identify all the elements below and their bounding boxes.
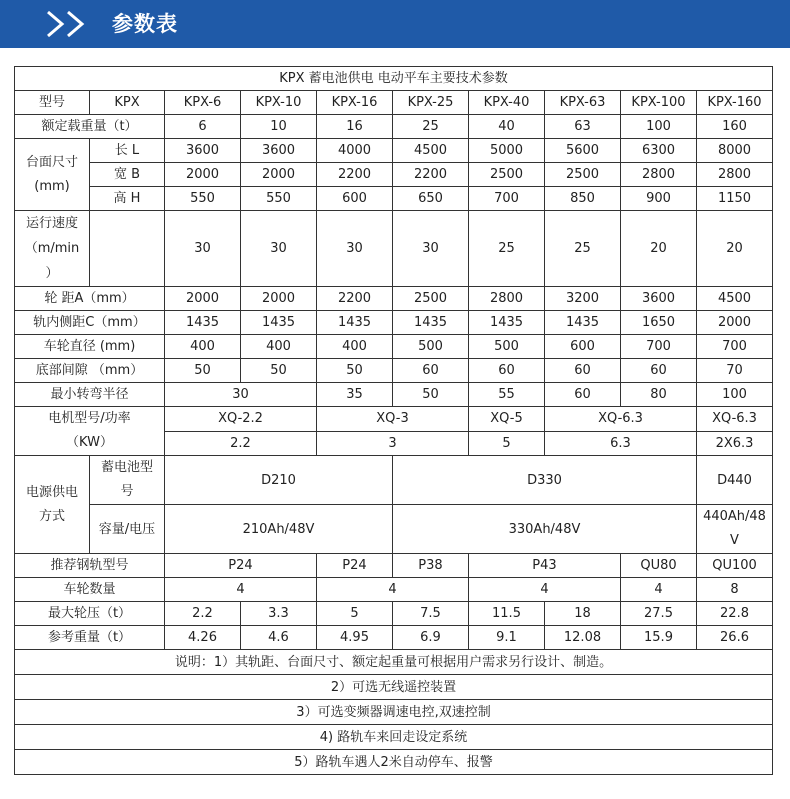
table-cell: 5000 xyxy=(469,139,545,163)
note-row xyxy=(15,650,773,675)
table-cell: 2000 xyxy=(241,163,317,187)
table-cell: XQ-2.2 xyxy=(165,407,317,432)
table-cell: 15.9 xyxy=(621,626,697,650)
row-label: 额定载重量（t） xyxy=(15,115,165,139)
note-row xyxy=(15,725,773,750)
table-cell: D210 xyxy=(165,456,393,505)
table-cell: 60 xyxy=(545,359,621,383)
table-cell: 700 xyxy=(469,187,545,211)
table-cell: 600 xyxy=(545,335,621,359)
table-cell: 2000 xyxy=(241,287,317,311)
table-cell: 35 xyxy=(317,383,393,407)
table-cell: 210Ah/48V xyxy=(165,505,393,554)
spec-table xyxy=(14,66,773,775)
table-cell: P43 xyxy=(469,554,621,578)
table-cell: 2800 xyxy=(469,287,545,311)
table-cell: 2200 xyxy=(317,163,393,187)
table-cell: 550 xyxy=(165,187,241,211)
table-title: KPX 蓄电池供电 电动平车主要技术参数 xyxy=(15,67,773,91)
row-label: 轮 距A（mm） xyxy=(15,287,165,311)
table-cell: 3.3 xyxy=(241,602,317,626)
platform-length-row xyxy=(15,139,773,163)
table-cell: 3600 xyxy=(165,139,241,163)
table-cell: 2.2 xyxy=(165,602,241,626)
table-title-row xyxy=(15,67,773,91)
row-label: 车轮直径 (mm) xyxy=(15,335,165,359)
reference-weight-row xyxy=(15,626,773,650)
table-cell: 600 xyxy=(317,187,393,211)
table-cell: 60 xyxy=(545,383,621,407)
model-cell: KPX-16 xyxy=(317,91,393,115)
rail-row xyxy=(15,554,773,578)
empty-cell xyxy=(90,211,165,287)
table-cell: 60 xyxy=(393,359,469,383)
model-cell: KPX-10 xyxy=(241,91,317,115)
table-cell: 3600 xyxy=(621,287,697,311)
speed-row xyxy=(15,211,773,287)
row-label-motor: 电机型号/功率 （KW） xyxy=(15,407,165,456)
max-wheel-load-row xyxy=(15,602,773,626)
table-cell: 2500 xyxy=(545,163,621,187)
sub-label: 宽 B xyxy=(90,163,165,187)
table-cell: 900 xyxy=(621,187,697,211)
row-label: 推荐钢轨型号 xyxy=(15,554,165,578)
table-cell: 6.3 xyxy=(545,431,697,456)
section-header xyxy=(0,0,790,48)
load-row xyxy=(15,115,773,139)
table-cell: 50 xyxy=(165,359,241,383)
table-cell: 30 xyxy=(241,211,317,287)
table-cell: 1435 xyxy=(241,311,317,335)
table-cell: 550 xyxy=(241,187,317,211)
clearance-row xyxy=(15,359,773,383)
table-cell: 1650 xyxy=(621,311,697,335)
model-cell: KPX-25 xyxy=(393,91,469,115)
table-cell: 400 xyxy=(241,335,317,359)
table-cell: 1435 xyxy=(165,311,241,335)
table-cell: 1435 xyxy=(545,311,621,335)
table-cell: 4000 xyxy=(317,139,393,163)
table-cell: 3200 xyxy=(545,287,621,311)
sub-label: 高 H xyxy=(90,187,165,211)
table-cell: P24 xyxy=(317,554,393,578)
table-cell: 2200 xyxy=(317,287,393,311)
table-cell: 60 xyxy=(469,359,545,383)
note-text: 4) 路轨车来回走设定系统 xyxy=(15,725,773,750)
row-label-power-supply: 电源供电 方式 xyxy=(15,456,90,554)
table-cell: XQ-6.3 xyxy=(545,407,697,432)
table-cell: 7.5 xyxy=(393,602,469,626)
note-text: 3）可选变频器调速电控,双速控制 xyxy=(15,700,773,725)
table-cell: 16 xyxy=(317,115,393,139)
table-cell: 2000 xyxy=(697,311,773,335)
row-label: 型号 xyxy=(15,91,90,115)
row-label: 车轮数量 xyxy=(15,578,165,602)
table-cell: 50 xyxy=(317,359,393,383)
table-cell: 2500 xyxy=(393,287,469,311)
table-cell: 25 xyxy=(469,211,545,287)
table-cell: D440 xyxy=(697,456,773,505)
table-cell: 27.5 xyxy=(621,602,697,626)
table-cell: 5 xyxy=(469,431,545,456)
row-label: 轨内侧距C（mm） xyxy=(15,311,165,335)
table-cell: 1150 xyxy=(697,187,773,211)
table-cell: P24 xyxy=(165,554,317,578)
table-cell: 2000 xyxy=(165,163,241,187)
table-cell: 6300 xyxy=(621,139,697,163)
table-cell: 25 xyxy=(545,211,621,287)
note-text: 2）可选无线遥控装置 xyxy=(15,675,773,700)
table-cell: 1435 xyxy=(469,311,545,335)
row-label: 最大轮压（t） xyxy=(15,602,165,626)
platform-height-row xyxy=(15,187,773,211)
table-cell: 30 xyxy=(165,211,241,287)
wheel-count-row xyxy=(15,578,773,602)
table-cell: 26.6 xyxy=(697,626,773,650)
inner-gauge-row xyxy=(15,311,773,335)
double-chevron-icon xyxy=(40,6,100,42)
table-cell: 30 xyxy=(317,211,393,287)
table-cell: 160 xyxy=(697,115,773,139)
row-label-platform: 台面尺寸 (mm) xyxy=(15,139,90,211)
table-cell: 100 xyxy=(621,115,697,139)
table-cell: 100 xyxy=(697,383,773,407)
table-cell: 2.2 xyxy=(165,431,317,456)
table-cell: 1435 xyxy=(393,311,469,335)
table-cell: 850 xyxy=(545,187,621,211)
table-cell: D330 xyxy=(393,456,697,505)
table-cell: QU100 xyxy=(697,554,773,578)
row-label: 参考重量（t） xyxy=(15,626,165,650)
model-cell: KPX-40 xyxy=(469,91,545,115)
table-cell: XQ-5 xyxy=(469,407,545,432)
table-cell: P38 xyxy=(393,554,469,578)
sub-label-capacity: 容量/电压 xyxy=(90,505,165,554)
table-cell: 9.1 xyxy=(469,626,545,650)
table-cell: 650 xyxy=(393,187,469,211)
wheel-diameter-row xyxy=(15,335,773,359)
table-cell: 50 xyxy=(241,359,317,383)
table-cell: 4 xyxy=(317,578,469,602)
table-cell: 30 xyxy=(393,211,469,287)
table-cell: 400 xyxy=(165,335,241,359)
table-cell: 330Ah/48V xyxy=(393,505,697,554)
table-cell: 8000 xyxy=(697,139,773,163)
table-cell: 4.26 xyxy=(165,626,241,650)
table-cell: 4 xyxy=(469,578,621,602)
table-cell: 2800 xyxy=(697,163,773,187)
table-cell: 2200 xyxy=(393,163,469,187)
table-cell: 4 xyxy=(621,578,697,602)
table-cell: 700 xyxy=(697,335,773,359)
table-cell: 400 xyxy=(317,335,393,359)
table-cell: 2800 xyxy=(621,163,697,187)
table-cell: 40 xyxy=(469,115,545,139)
page-title: 参数表 xyxy=(112,12,178,36)
note-row xyxy=(15,700,773,725)
note-row xyxy=(15,675,773,700)
table-cell: 3 xyxy=(317,431,469,456)
row-label: 底部间隙 （mm） xyxy=(15,359,165,383)
turn-radius-row xyxy=(15,383,773,407)
capacity-row xyxy=(15,505,773,554)
model-cell: KPX-6 xyxy=(165,91,241,115)
table-cell: 22.8 xyxy=(697,602,773,626)
table-cell: 10 xyxy=(241,115,317,139)
row-label-speed: 运行速度 （m/min ） xyxy=(15,211,90,287)
table-cell: 55 xyxy=(469,383,545,407)
table-cell: 2000 xyxy=(165,287,241,311)
table-cell: QU80 xyxy=(621,554,697,578)
table-cell: 70 xyxy=(697,359,773,383)
table-cell: 5600 xyxy=(545,139,621,163)
battery-model-row xyxy=(15,456,773,505)
table-cell: XQ-3 xyxy=(317,407,469,432)
table-cell: 6.9 xyxy=(393,626,469,650)
row-label: 最小转弯半径 xyxy=(15,383,165,407)
motor-model-row xyxy=(15,407,773,432)
note-text: 5）路轨车遇人2米自动停车、报警 xyxy=(15,750,773,775)
table-cell: 80 xyxy=(621,383,697,407)
table-cell: 18 xyxy=(545,602,621,626)
table-cell: 4 xyxy=(165,578,317,602)
table-cell: 60 xyxy=(621,359,697,383)
gauge-row xyxy=(15,287,773,311)
sub-label: 长 L xyxy=(90,139,165,163)
table-cell: 4500 xyxy=(697,287,773,311)
table-cell: 5 xyxy=(317,602,393,626)
table-cell: 20 xyxy=(621,211,697,287)
table-cell: 20 xyxy=(697,211,773,287)
table-cell: 700 xyxy=(621,335,697,359)
table-cell: 30 xyxy=(165,383,317,407)
model-cell: KPX-160 xyxy=(697,91,773,115)
table-cell: 25 xyxy=(393,115,469,139)
table-cell: 4500 xyxy=(393,139,469,163)
table-cell: 12.08 xyxy=(545,626,621,650)
table-cell: 2500 xyxy=(469,163,545,187)
table-cell: 500 xyxy=(393,335,469,359)
table-cell: 50 xyxy=(393,383,469,407)
series-name: KPX xyxy=(90,91,165,115)
table-cell: 4.6 xyxy=(241,626,317,650)
note-row xyxy=(15,750,773,775)
table-cell: 4.95 xyxy=(317,626,393,650)
table-cell: 8 xyxy=(697,578,773,602)
table-cell: 1435 xyxy=(317,311,393,335)
table-cell: 3600 xyxy=(241,139,317,163)
model-cell: KPX-100 xyxy=(621,91,697,115)
table-cell: 500 xyxy=(469,335,545,359)
table-cell: 6 xyxy=(165,115,241,139)
table-cell: 63 xyxy=(545,115,621,139)
note-text: 说明：1）其轨距、台面尺寸、额定起重量可根据用户需求另行设计、制造。 xyxy=(15,650,773,675)
table-cell-capacity-last: 440Ah/48 V xyxy=(697,505,773,554)
model-row xyxy=(15,91,773,115)
sub-label-battery-model: 蓄电池型 号 xyxy=(90,456,165,505)
table-cell: XQ-6.3 xyxy=(697,407,773,432)
table-cell: 11.5 xyxy=(469,602,545,626)
table-cell: 2X6.3 xyxy=(697,431,773,456)
platform-width-row xyxy=(15,163,773,187)
model-cell: KPX-63 xyxy=(545,91,621,115)
